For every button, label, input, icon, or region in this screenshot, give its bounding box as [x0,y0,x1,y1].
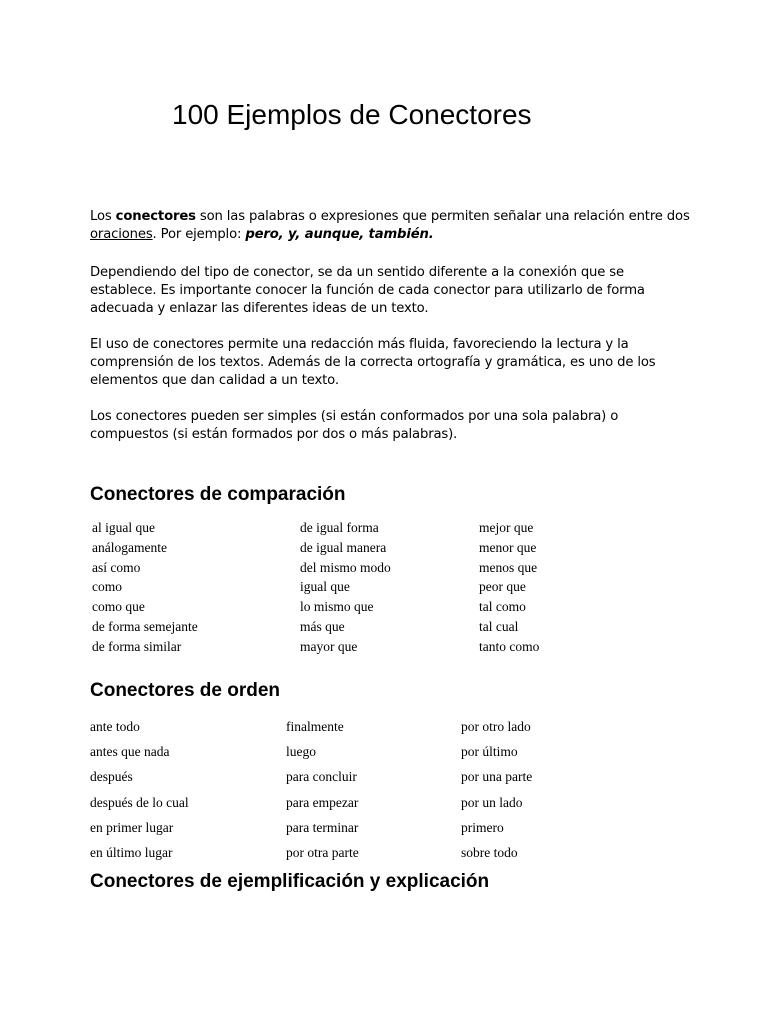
intro-paragraph-2: Dependiendo del tipo de conector, se da un sentido diferente a la conexión que se establece. Es importante conocer la función de cada conector para utilizarlo de forma adecuada y enlazar las diferentes ideas de un texto. [90,265,645,316]
connector-item: luego [286,744,316,760]
connector-item: del mismo modo [300,559,391,575]
connector-item: por último [461,744,518,760]
connector-item: de igual manera [300,539,387,555]
intro-text: . Por ejemplo: [152,227,246,242]
connector-item: mayor que [300,638,358,654]
examples-text: pero, y, aunque, también. [245,227,434,242]
connector-item: por otro lado [461,719,531,734]
connector-item: lo mismo que [300,599,374,615]
connector-item: tal cual [479,618,519,634]
connector-item: después de lo cual [90,794,189,810]
orden-column-1 [90,714,189,865]
connector-item: por otra parte [286,844,359,860]
section-heading-ejemplificacion: Conectores de ejemplificación y explicación [90,871,490,892]
connector-item: peor que [479,579,526,595]
section-heading-orden: Conectores de orden [90,680,281,701]
connector-item: para concluir [286,769,357,785]
connector-item: de igual forma [300,520,379,535]
connector-item: finalmente [286,719,344,734]
intro-text: Los [90,209,116,224]
connector-item: de forma semejante [92,618,198,634]
intro-paragraph-3: El uso de conectores permite una redacción más fluida, favoreciendo la lectura y la comprensión de los textos. Además de la correcta ortografía y gramática, es uno de los elementos que dan calidad a un texto. [90,337,656,388]
connector-item: tanto como [479,638,540,654]
connector-item: igual que [300,579,350,595]
connector-item: para terminar [286,819,359,835]
comparacion-column-1 [92,518,198,657]
connector-item: menos que [479,559,538,575]
connector-item: como que [92,599,145,615]
connector-item: para empezar [286,794,359,810]
connector-item: análogamente [92,539,167,555]
connector-item: primero [461,819,504,835]
keyword-conectores: conectores [115,209,196,224]
intro-text: son las palabras o expresiones que permiten señalar una relación entre dos [195,209,690,224]
connector-item: en último lugar [90,844,173,860]
intro-paragraph-1 [90,208,690,244]
connector-item: después [90,769,133,785]
connector-item: como [92,579,122,595]
connector-item: más que [300,618,345,634]
page-title: 100 Ejemplos de Conectores [172,99,532,130]
link-oraciones[interactable]: oraciones [90,227,153,242]
orden-column-3 [461,714,532,865]
connector-item: así como [92,559,141,575]
connector-item: por una parte [461,769,533,785]
orden-column-2 [286,714,359,865]
connector-item: ante todo [90,719,140,734]
connector-item: al igual que [92,520,155,535]
connector-item: tal como [479,599,526,615]
intro-paragraph-4: Los conectores pueden ser simples (si están conformados por una sola palabra) o compuestos (si están formados por dos o más palabras). [90,409,619,442]
connector-item: por un lado [461,794,523,810]
connector-item: en primer lugar [90,819,174,835]
comparacion-column-2 [300,518,391,657]
connector-item: menor que [479,539,537,555]
section-heading-comparacion: Conectores de comparación [90,484,346,505]
connector-item: mejor que [479,520,534,535]
connector-item: sobre todo [461,844,518,860]
connector-item: antes que nada [90,744,170,760]
comparacion-column-3 [479,518,539,657]
connector-item: de forma similar [92,638,182,654]
